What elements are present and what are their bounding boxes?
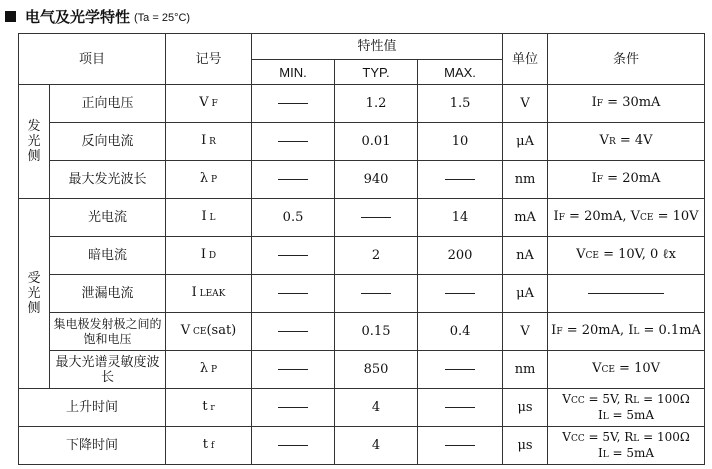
header-symbol: 记号 (166, 34, 252, 85)
cond-sub: CE (640, 213, 654, 223)
header-min: MIN. (252, 60, 335, 85)
cond-text: = 100Ω (639, 429, 690, 444)
cell-item: 泄漏电流 (50, 275, 166, 313)
symbol-sub: CE (190, 327, 207, 337)
table-row (19, 85, 705, 123)
cell-min (252, 351, 335, 389)
cond-text: I (597, 445, 603, 460)
cell-item: 暗电流 (50, 237, 166, 275)
cell-max: 14 (418, 199, 503, 237)
cond-sub: L (602, 411, 609, 422)
cell-max: 1.5 (418, 85, 503, 123)
cond-text: = 5mA (608, 407, 655, 422)
cell-min (252, 427, 335, 465)
cell-unit: nm (503, 351, 548, 389)
square-bullet-icon (5, 11, 16, 22)
table-row (19, 275, 705, 313)
cell-max: 200 (418, 237, 503, 275)
group-char: 光 (27, 286, 41, 301)
cell-condition (548, 123, 705, 161)
cell-item: 光电流 (50, 199, 166, 237)
dash-placeholder (278, 369, 308, 370)
table-row (19, 427, 705, 465)
group-char: 光 (27, 134, 41, 149)
cell-typ: 940 (335, 161, 418, 199)
cell-symbol (166, 313, 252, 351)
header-max: MAX. (418, 60, 503, 85)
dash-placeholder (278, 445, 308, 446)
cell-symbol (166, 275, 252, 313)
cond-text: I (591, 171, 597, 186)
cell-condition (548, 313, 705, 351)
symbol-sub: f (208, 441, 215, 451)
dash-placeholder (445, 445, 475, 446)
cell-condition (548, 199, 705, 237)
dash-placeholder (278, 331, 308, 332)
cond-text: = 10V, 0 ℓx (598, 247, 676, 262)
dash-placeholder (445, 293, 475, 294)
cond-text: V (592, 361, 602, 376)
cell-max (418, 427, 503, 465)
symbol-sub: P (208, 175, 218, 185)
cond-sub: CE (601, 365, 615, 375)
group-char: 发 (27, 119, 41, 134)
cond-text: V (562, 391, 571, 406)
cell-symbol (166, 199, 252, 237)
symbol-sub: F (208, 99, 218, 109)
cond-text: = 0.1mA (639, 323, 701, 338)
cell-symbol (166, 123, 252, 161)
table-row (19, 123, 705, 161)
cell-unit: μA (503, 275, 548, 313)
spec-table (18, 33, 705, 465)
cell-symbol (166, 351, 252, 389)
cell-typ: 0.01 (335, 123, 418, 161)
cond-sub: L (633, 395, 640, 406)
cond-text: = 5V, R (584, 391, 634, 406)
cond-text: I (551, 323, 557, 338)
cell-typ: 4 (335, 389, 418, 427)
cell-max: 10 (418, 123, 503, 161)
cell-max: 0.4 (418, 313, 503, 351)
cell-max (418, 275, 503, 313)
symbol-sub: LEAK (196, 289, 226, 299)
title-main: 电气及光学特性 (25, 7, 131, 26)
dash-placeholder (445, 407, 475, 408)
group-char: 受 (27, 271, 41, 286)
cond-text: = 100Ω (639, 391, 690, 406)
dash-placeholder (361, 217, 391, 218)
symbol-main: V (180, 323, 191, 338)
section-title (5, 5, 190, 27)
header-item: 项目 (19, 34, 166, 85)
cell-typ (335, 199, 418, 237)
cell-min (252, 389, 335, 427)
cond-sub: F (556, 327, 563, 337)
symbol-sub: L (206, 213, 216, 223)
dash-placeholder (445, 369, 475, 370)
cell-unit: mA (503, 199, 548, 237)
symbol-main: I (200, 247, 207, 262)
symbol-sub: D (206, 251, 217, 261)
cell-symbol (166, 427, 252, 465)
symbol-main: I (201, 133, 207, 148)
cond-sub: L (633, 433, 640, 444)
cell-condition (548, 161, 705, 199)
symbol-main: V (199, 95, 209, 110)
cell-max (418, 389, 503, 427)
cell-item: 正向电压 (50, 85, 166, 123)
cell-unit: nm (503, 161, 548, 199)
cell-max (418, 161, 503, 199)
cond-text: I (597, 407, 603, 422)
cell-unit: V (503, 313, 548, 351)
dash-placeholder (278, 141, 308, 142)
cond-text: V (576, 247, 586, 262)
header-condition: 条件 (548, 34, 705, 85)
cond-text: = 20mA, V (564, 209, 640, 224)
header-unit: 单位 (503, 34, 548, 85)
cell-unit: μs (503, 389, 548, 427)
table-row (19, 161, 705, 199)
group-emitter (19, 85, 50, 199)
cell-item: 下降时间 (19, 427, 166, 465)
cell-item: 反向电流 (50, 123, 166, 161)
cell-condition (548, 275, 705, 313)
dash-placeholder (361, 293, 391, 294)
cell-min (252, 161, 335, 199)
cell-unit: μs (503, 427, 548, 465)
cell-typ: 0.15 (335, 313, 418, 351)
cond-text: = 5mA (608, 445, 655, 460)
cell-min (252, 275, 335, 313)
table-row (19, 351, 705, 389)
table-row (19, 389, 705, 427)
cell-symbol (166, 161, 252, 199)
cell-condition (548, 237, 705, 275)
cond-sub: CE (585, 251, 599, 261)
dash-placeholder (278, 407, 308, 408)
cell-unit: μA (503, 123, 548, 161)
cond-sub: L (633, 327, 640, 337)
cell-min (252, 237, 335, 275)
cond-sub: F (596, 99, 604, 109)
cond-text: I (553, 209, 559, 224)
dash-placeholder (588, 293, 664, 294)
cond-text: = 30mA (603, 95, 661, 110)
symbol-sub: R (206, 137, 216, 147)
symbol-main: λ (199, 361, 209, 376)
cell-unit: V (503, 85, 548, 123)
cell-item: 上升时间 (19, 389, 166, 427)
dash-placeholder (278, 293, 308, 294)
cell-typ (335, 275, 418, 313)
symbol-main: t (202, 437, 209, 452)
cond-text: = 20mA (603, 171, 661, 186)
cell-min (252, 123, 335, 161)
dash-placeholder (278, 179, 308, 180)
group-char: 侧 (27, 301, 41, 316)
cell-condition (548, 389, 705, 427)
cell-symbol (166, 389, 252, 427)
cond-sub: F (596, 175, 604, 185)
cond-text: = 5V, R (584, 429, 634, 444)
cell-condition (548, 351, 705, 389)
table-row (19, 237, 705, 275)
cell-typ: 850 (335, 351, 418, 389)
cell-condition (548, 427, 705, 465)
symbol-tail: (sat) (206, 323, 237, 338)
symbol-sub: P (208, 365, 218, 375)
cond-sub: CC (570, 433, 585, 444)
group-char: 侧 (27, 149, 41, 164)
cond-sub: CC (570, 395, 585, 406)
cell-typ: 2 (335, 237, 418, 275)
table-body (19, 85, 705, 465)
cond-text: = 10V (653, 209, 699, 224)
cond-text: I (591, 95, 597, 110)
dash-placeholder (278, 255, 308, 256)
cell-symbol (166, 85, 252, 123)
cond-sub: R (608, 137, 616, 147)
cell-condition (548, 85, 705, 123)
item-line: 饱和电压 (83, 331, 132, 346)
header-typ: TYP. (335, 60, 418, 85)
cond-text: = 4V (615, 133, 653, 148)
cell-symbol (166, 237, 252, 275)
cond-text: V (599, 133, 609, 148)
symbol-main: I (201, 209, 207, 224)
cond-sub: L (602, 449, 609, 460)
group-receiver (19, 199, 50, 389)
cell-typ: 1.2 (335, 85, 418, 123)
cond-text: = 20mA, I (562, 323, 634, 338)
dash-placeholder (445, 179, 475, 180)
symbol-main: t (202, 399, 208, 414)
cond-text: = 10V (614, 361, 661, 376)
header-value-group: 特性值 (252, 34, 503, 60)
symbol-main: I (191, 285, 197, 300)
cell-min: 0.5 (252, 199, 335, 237)
cell-min (252, 85, 335, 123)
symbol-main: λ (199, 171, 209, 186)
cell-item: 最大光谱灵敏度波长 (50, 351, 166, 389)
cell-unit: nA (503, 237, 548, 275)
title-condition: (Ta = 25°C) (134, 12, 191, 24)
cell-item (50, 313, 166, 351)
cond-text: V (562, 429, 571, 444)
symbol-sub: r (207, 403, 215, 413)
table-row (19, 199, 705, 237)
cell-typ: 4 (335, 427, 418, 465)
cell-max (418, 351, 503, 389)
table-row (19, 313, 705, 351)
dash-placeholder (278, 103, 308, 104)
cell-min (252, 313, 335, 351)
item-line: 集电极发射极之间的 (53, 316, 162, 331)
cond-sub: F (558, 213, 565, 223)
cell-item: 最大发光波长 (50, 161, 166, 199)
